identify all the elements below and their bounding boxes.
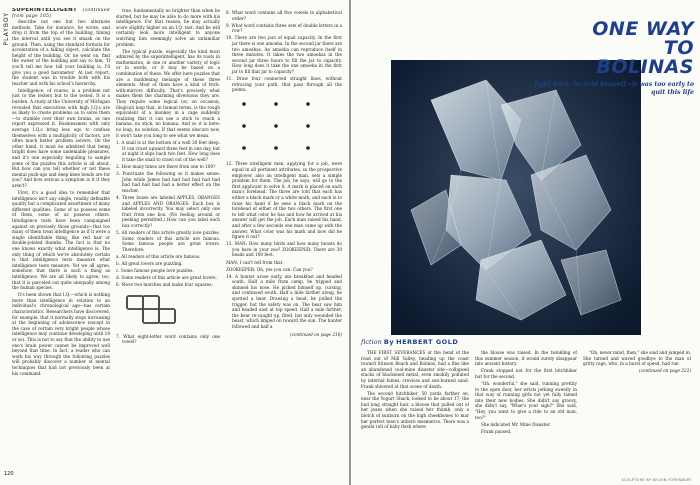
story-column-2 [475, 350, 577, 475]
running-head [12, 8, 110, 19]
puzzle-item: 2. How many times are there from one to 100? [116, 164, 216, 170]
puzzle-item: 6. Move two matches and make four squares: [116, 282, 213, 288]
page-number: 120 [4, 471, 14, 477]
story-title-line-2: TO [663, 37, 694, 59]
story-column-1 [361, 350, 469, 475]
paragraph: the blouse was raised. In the twinkling of this summer season, it would surely disappear into ancient history. [475, 350, 577, 367]
puzzle-item: 13. MAN: How many birds and how many beasts do you have in your zoo? ZOOKEEPER: There are 30 heads and 100 feet. [226, 241, 342, 258]
magazine-side-tag: PLAYBOY [3, 12, 10, 46]
paragraph: THE FIRST SEVERANCES at the bend of the road out of Mill Valley, heading up the coast toward Stinson Beach and Bolinas, had a fine like an abandoned coal-mine disaster site—collapsed stacks of blackened metal, even smokily polluted by internal fumes, crevices and sun-burned sand. Frank shivered at that scene of death. [361, 350, 469, 389]
story-column-3 [583, 350, 691, 475]
byline-genre: fiction [361, 338, 382, 346]
puzzle-list-c [226, 161, 342, 329]
paragraph: describe not one but two alternate methods. Take for instance, he wrote, and drop it from the top of the building, timing the interval until you see it smash on the ground. Then, using the standard formula for acceleration of a falling object, calculate the height of the building. Or, he went on, find the owner of the building and say to him, 'If you'll tell me how tall your building is, I'll give you a good barometer.' At last report, the student was in trouble both with his teacher and with his school's hierarchy. [12, 19, 110, 86]
story-title-line-3: BOLINAS [596, 56, 694, 78]
puzzle-item: 8. What word contains all five vowels in alphabetical order? [226, 10, 342, 21]
matchstick-figure [124, 293, 184, 327]
puzzle-item: 9. What word contains three sets of double letters in a row? [226, 22, 342, 34]
puzzle-item: 7. What eight-letter word contains only one vowel? [116, 333, 220, 345]
continued-note: (continued on page 222) [639, 368, 691, 374]
dot-grid-figure [236, 98, 316, 154]
story-title-line-1: ONE WAY [592, 18, 694, 40]
paragraph: "Oh, wonderful," she said, running prettily to the open door, her wrists jerking sweetly in that way of running girls not yet fully tamed into their new bodies. She didn't say groovy, she didn't say, "What's your sign?" She said, "Hey, you want to give a ride to an old man, too?" [475, 380, 577, 420]
illustration-credit: SCULPTURE BY KELVIN FORENBURT [621, 478, 692, 482]
puzzle-item: ZOOKEEPER: Oh, yes you can. Can you? [226, 266, 313, 272]
puzzle-item: 10. There are two jars of equal capacity. In the first jar there is one amoeba. In the second jar there are two amoebas. An amoeba can reproduce itself in three minutes. It takes the two amoebas in the second jar three hours to fill the jar to capacity. How long does it take the one amoeba in the first jar to fill that jar to capacity? [226, 35, 342, 74]
story-title-block [524, 20, 694, 97]
puzzle-item: 5. All readers of this article greatly love puzzles. Some readers of this article are famous. Some famous people are great lovers. Therefore: [116, 230, 220, 252]
puzzle-item: d. Some readers of this article are great lovers. [116, 275, 217, 281]
story-subtitle: fight back, he told himself—it was too early to quit this life [534, 81, 694, 96]
puzzle-item: 14. A hunter arose early, ate breakfast and headed south. Half a mile from camp, he tripped and skinned his nose. He picked himself up, cursing, and continued south. Half a mile farther along, he spotted a bear. Drawing a bead, he pulled the trigger, but the safety was on. The bear saw him and headed east at top speed. Half a mile farther, the bear re-caught up, fired, but only wounded the beast, which limped on toward the sun. The hunter followed and half a [226, 273, 342, 330]
puzzle-item: 1. A snail is at the bottom of a well 30 feet deep. It can crawl upward three feet in one day, but at night it slips back two feet. How long does it take the snail to crawl out of the well? [116, 140, 220, 162]
puzzle-list-b [226, 10, 342, 93]
paragraph: Frank stopped not for the first hitchhiker but for the second. [475, 368, 577, 379]
running-head-continued: (continued from page 105) [12, 8, 110, 19]
continued-note: (continued on page 210) [290, 331, 342, 337]
paragraph: The second hitchhiker, 50 yards farther on, near the Yogurt Shack, looked to be about 17; the had long straight hair, a blouse that pulled out of her jeans when she raised her thumb, only a blotch of sunburn on the high cheekbones to mar her perfect teen's unborn mesmerics. There was a gentle roll of baby flesh where [361, 390, 469, 430]
puzzle-item: 12. Three intelligent men, applying for a job, were equal in all pertinent attributes, so the prospective employer, also an intelligent man, sets a simple problem for them. The job, he says, will go to the first applicant to solve it. A mark is placed on each man's forehead. The three are told that each has either a black mark or a white mark, and each is to raise his hand if he sees a black mark on the forehead of either of the two others. The first one to tell what color he has and how he arrived at his answer will get the job. Each man raised his hand, and after a few seconds one man came up with the answer. What color was his mark and how did he figure it out? [226, 161, 342, 240]
paragraph: First, it's a good idea to remember that intelligence isn't any single, readily definable quality but a complicated assortment of many different qualities. Some of us possess some of them, some of us possess others. Intelligence tests have been campaigned against on precisely those grounds—that too many of them treat intelligence as if it were a single identifiable thing, like red hair or double-jointed thumbs. The fact is that no one knows exactly what intelligence is. The only thing of which we're absolutely certain is that intelligence tests measure what intelligence tests measure. Yet we all agree, somehow, that there is such a thing as intelligence. We are all likely to agree, too, that it is parceled out quite unequally among the human species. [12, 190, 110, 291]
puzzle-list-a [116, 140, 220, 288]
article-column-2 [116, 8, 220, 478]
paragraph: It's been shown that I.Q.—which is nothing more than intelligence in relation to an individual's chronological age—has certain characteristics. Researchers have discovered, for example, that it normally stops increasing at the beginning of adolescence (except in the case of certain very bright people whose intelligence may continue developing until 18 or so). This is not to say that the ability to use one's brain power cannot be improved well beyond that time. In fact, a reader who can work his way through the following puzzles will probably discover a number of mental techniques that had not previously been at his command. [12, 292, 110, 376]
sculpture-illustration [391, 60, 641, 335]
paragraph: true, fundamentally no brighter than when he started, but he may be able to do more with his intelligence. For that reason, he may actually score slightly higher on an I.Q. test. And he will certainly look more intelligent to anyone watching him seemingly solve an unfamiliar problem. [116, 8, 220, 47]
puzzle-item: a. All readers of this article are famous. [116, 253, 201, 259]
puzzle-item: MAN: I can't tell from that. [226, 259, 284, 265]
puzzle-item: 4. Three boxes are labeled APPLES, ORANGES and APPLES AND ORANGES. Each box is labeled incorrectly. You may select only one fruit from one box. (No feeling around or peeking permitted.) How can you label each box correctly? [116, 195, 220, 228]
puzzle-item: c. Some famous people love puzzles. [116, 268, 194, 274]
paragraph: The typical puzzle, especially the kind most admired by the superintelligent, has its roots in mathematics, in one or another variety of logic or in words, or it may be based on a combination of these. We offer here puzzles that are a maddening melange of these three elements. Most of them have a kind of trick-with-mirrors difficulty. That's precisely what makes them the charming diversions they are. They require some logical (or, on occasion, illogical) leap that, in human terms, is the rough equivalent of a monkey in a cage suddenly realizing that it can use a stick to reach a banana: no stick, no banana. And so it is here: no leap, no solution. If that seems obscure now, it won't take you long to see what we mean. [116, 48, 220, 138]
paragraph: Frank paused. [481, 428, 512, 434]
article-column-3 [226, 8, 342, 478]
paragraph: She indicated Mr. Mine Disaster. [481, 421, 551, 427]
puzzle-item: 11. Draw four connected straight lines, without retracing your path, that pass through all the points: [226, 76, 342, 93]
puzzle-item: 3. Punctuate the following so it makes sense: John while James had had had had had had had had had had had a better effect on the teacher. [116, 171, 220, 193]
paragraph: "Oh, never mind, then," she said and jumped in. She turned and waved goodbye to the man of gritty rage, who, in a burst of speed, had run [583, 350, 691, 367]
article-column-1 [12, 8, 110, 478]
puzzle-item: b. All great lovers are puzzling. [116, 261, 183, 267]
paragraph: Intelligence, of course, is a problem not just to the testers but to the tested. It is a burden. A study at the University of Michigan revealed that executives with high I.Q.s are as likely to create problems as to solve them—to stumble over their own brains, as one report expressed it. Businessmen with only average I.Q.s bring less ego to confuse themselves with a multiplicity of factors, are often much better problem solvers. On the other hand, it must be admitted that being bright does have some undeniable pleasures, and it's one especially beguiling to sample some of the puzzles this article is all about. But how can you tell whether or not these mental push-ups and deep knee bends are for you? And how serious a symptom is it if they aren't? [12, 87, 110, 188]
right-page [351, 0, 700, 485]
puzzle-list-a-end [116, 334, 220, 345]
byline [361, 338, 458, 346]
running-head-title: SUPERINTELLIGENT [12, 8, 78, 13]
byline-by: By [383, 338, 395, 346]
byline-author: HERBERT GOLD [396, 338, 459, 346]
